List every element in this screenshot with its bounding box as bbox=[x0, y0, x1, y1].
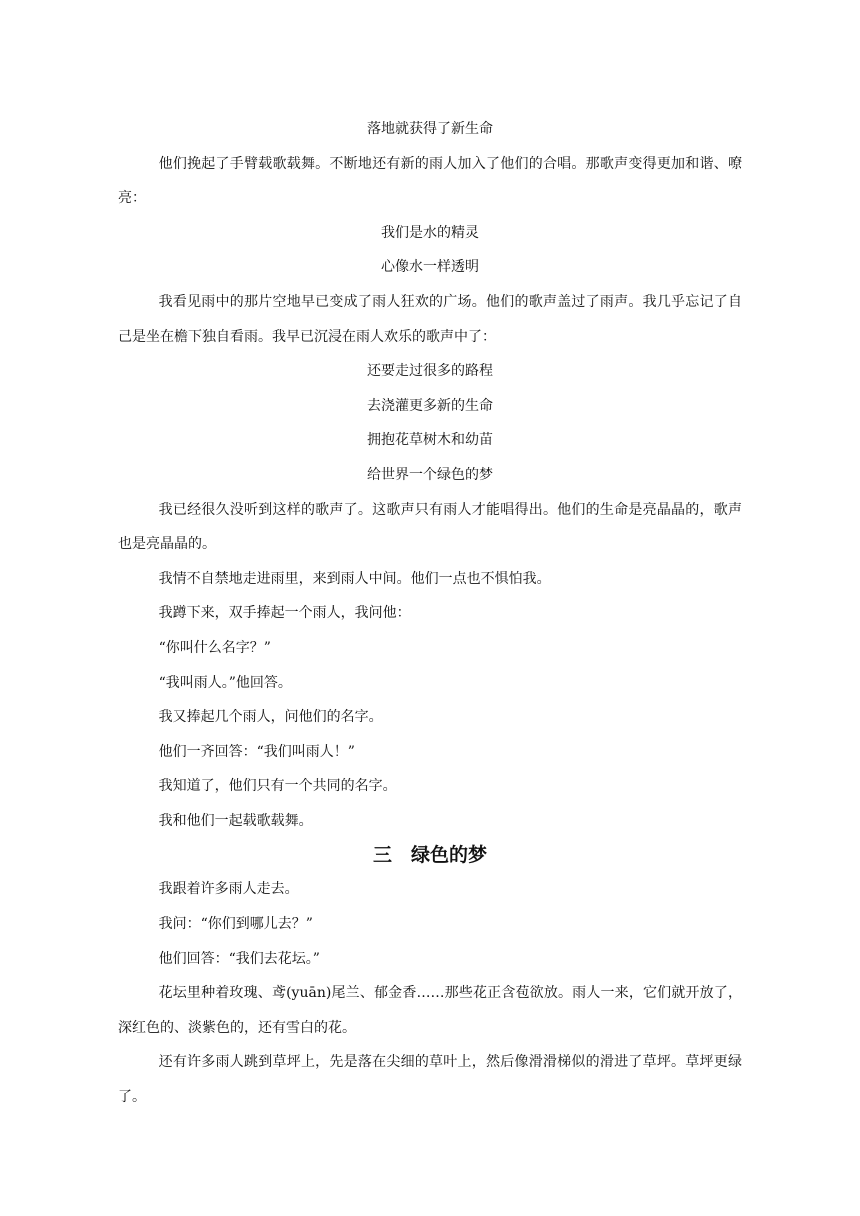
paragraph: 还有许多雨人跳到草坪上，先是落在尖细的草叶上，然后像滑滑梯似的滑进了草坪。草坪更绿了。 bbox=[118, 1054, 742, 1106]
dialogue-line: 他们一齐回答：“我们叫雨人！” bbox=[158, 743, 355, 760]
paragraph: 他们挽起了手臂载歌载舞。不断地还有新的雨人加入了他们的合唱。那歌声变得更加和谐、嘹亮： bbox=[118, 155, 742, 207]
dialogue-line: “我叫雨人。”他回答。 bbox=[158, 674, 292, 691]
paragraph: 我又捧起几个雨人，问他们的名字。 bbox=[158, 709, 383, 726]
paragraph: 我知道了，他们只有一个共同的名字。 bbox=[158, 778, 397, 795]
verse-line: 心像水一样透明 bbox=[381, 259, 479, 276]
paragraph: 我蹲下来，双手捧起一个雨人，我问他： bbox=[158, 605, 411, 622]
paragraph: 我和他们一起载歌载舞。 bbox=[158, 812, 313, 829]
paragraph: 我已经很久没听到这样的歌声了。这歌声只有雨人才能唱得出。他们的生命是亮晶晶的，歌声也是亮晶晶的。 bbox=[118, 501, 742, 553]
paragraph: 我情不自禁地走进雨里，来到雨人中间。他们一点也不惧怕我。 bbox=[158, 570, 551, 587]
verse-line: 给世界一个绿色的梦 bbox=[367, 466, 493, 483]
verse-line: 我们是水的精灵 bbox=[381, 224, 479, 241]
section-heading: 三 绿色的梦 bbox=[372, 844, 487, 867]
paragraph: 我跟着许多雨人走去。 bbox=[158, 881, 299, 898]
document-page bbox=[118, 112, 742, 1115]
paragraph: 花坛里种着玫瑰、鸢(yuān)尾兰、郁金香……那些花正含苞欲放。雨人一来，它们就开放了，深红色的、淡紫色的，还有雪白的花。 bbox=[118, 985, 742, 1036]
dialogue-line: 我问：“你们到哪儿去？” bbox=[158, 916, 313, 933]
dialogue-line: “你叫什么名字？” bbox=[158, 639, 271, 656]
verse-line: 还要走过很多的路程 bbox=[367, 363, 493, 380]
dialogue-line: 他们回答：“我们去花坛。” bbox=[158, 950, 320, 967]
paragraph: 我看见雨中的那片空地早已变成了雨人狂欢的广场。他们的歌声盖过了雨声。我几乎忘记了自己是坐在檐下独自看雨。我早已沉浸在雨人欢乐的歌声中了： bbox=[118, 293, 742, 345]
verse-line: 去浇灌更多新的生命 bbox=[367, 397, 493, 414]
verse-line: 拥抱花草树木和幼苗 bbox=[367, 432, 493, 449]
verse-line: 落地就获得了新生命 bbox=[367, 121, 493, 137]
